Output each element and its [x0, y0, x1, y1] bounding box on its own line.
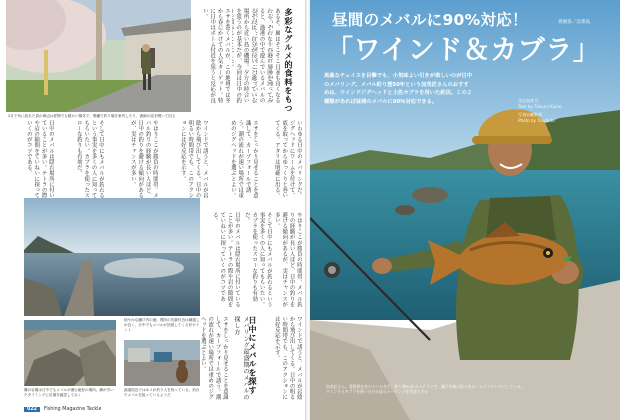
- section2-subheading: メバリング最盛期のメバルの探し方: [233, 316, 249, 401]
- body-column-7: ワインドで誘うと、メバルが岩陰から飛び出してくる。日中の明るい時間帯でも、このアクションには好反応を示す。: [179, 120, 208, 199]
- body-column-6: エサをしっかり見せることを意識して、カーブフォールで誘う。潮の流れが速い場所では重めのジグヘッドを選ぶとよい。: [229, 120, 258, 199]
- article-lead: 馬鹿なチェイスを目撃でも、小気味よい引きが楽しいのが日中のメバリング。メバル釣り歴50年という加茂匠さんのおすすめは、ワインドジグヘッドと土佐カブラを用いた釣法。この２種類があれば昼間のメバルに90％対応できる。: [324, 73, 473, 105]
- body-column-3: るそれは、自分が長いこと通っている場所から近い島の磯場。夕方の時合いを狙うのが基本だが、今回は日中の釣: [235, 8, 256, 104]
- credit-text-en: Text by Takumi Kamo: [518, 103, 562, 109]
- body-column-1: あるそ、風はそこそこ日並も良くなる: [274, 8, 280, 104]
- folio-page-number: 022: [24, 407, 40, 412]
- body-column-2: れる。それなりの港の周囲を回ってみると、漁港の中で遊んでいるメバルの: [258, 8, 272, 104]
- section-heading: 多彩なグルメ的食料をもつ: [284, 8, 294, 113]
- bottom-right-caption: 漁港周辺ではネコが釣り人を待っている。釣れたメバルを狙っているようだ: [124, 388, 200, 397]
- article-kicker: 昼間のメバルに90%対応！: [332, 11, 528, 29]
- right-page: [310, 0, 620, 420]
- article-credits: [518, 98, 608, 123]
- mid-photo-caption: 穏やかな瀬戸内の港。堤防の先端付近は潮通しが良く、日中でもメバルが回遊してくる好ポイント: [124, 318, 200, 332]
- section2-heading: 日中にメバルを探す: [248, 316, 258, 395]
- lower-column-c: 日中のメバルは隠れ場所に付いていることが多い。テトラの際や岩の隙間をていねいに探っていくのがコツである。: [211, 212, 240, 308]
- pier-photo: [24, 198, 200, 316]
- body-column-5: いわゆる日中のメバリングだ。ジグヘッドにワームを付けて、底を取ってからゆっくりと巻いてくる。アタリは明確に出る。: [273, 120, 302, 199]
- lower-column-e: エサをしっかり見せることを意識して、カーブフォールで誘う。潮の流れが速い場所では重めのジグヘッドを選ぶとよい。: [199, 316, 228, 400]
- credit-photo-label: 写真◎編集部: [518, 112, 543, 118]
- credit-photo-en: Photo by Tsuribito: [518, 117, 555, 123]
- body-column-8: やはりここが勝負の時間帯。メバル釣りの経験が長い人ほど、日中の釣りを避ける傾向があるが、実はチャンスが多い。: [129, 120, 158, 199]
- rocks-photo: [24, 320, 116, 386]
- body-column-10: 日中のメバルは隠れ場所に付いていることが多い。テトラの際や岩の隙間をていねいに探っていくのがコツである。: [25, 120, 54, 199]
- top-photo-caption: 2月下旬に訪れた春の海辺は昼間でも暖かい陽気で、鳴瀬で釣り場を案内したり、漁師の話を聞いて回る: [8, 114, 176, 118]
- bottom-left-caption: 磯の岩場は日中でもメバルが潜む絶好の場所。潮が引いたタイミングに足場を確認しておく: [24, 388, 114, 397]
- article-location: 愛媛県／忽那島: [558, 20, 591, 25]
- body-column-9: そして日中にもメバルが釣れるという事実を多くの人に知ってもらいたい。カブラを使ったスローな釣りも有効だ。: [75, 120, 104, 199]
- angler-photo-caption: 加茂匠さん。愛媛県在住のメバル名手。釣り歴50年のベテランで、瀬戸内海の島々をホームグラウンドにしている。ワインドとカブラを使い分ける昼のメバリングを得意とする: [326, 384, 525, 395]
- harbor-cat-photo: [124, 340, 200, 386]
- credit-text-label: 文◎加茂 匠: [518, 98, 540, 103]
- article-title: 「ワインド＆カブラ」: [326, 35, 601, 66]
- lower-column-a: やはりここが勝負の時間帯。メバル釣りの経験が長い人ほど、日中の釣りを避ける傾向があるが、実はチャンスが多い。: [274, 212, 302, 308]
- folio-magazine-name: Fishing Magazine Tackle: [44, 407, 102, 412]
- lower-column-b: そして日中にもメバルが釣れるという事実を多くの人に知ってもらいたい。カブラを使ったスローな釣りも有効だ。: [243, 212, 272, 308]
- village-photo: [6, 0, 191, 112]
- folio: [24, 407, 101, 412]
- lower-column-d: ワインドで誘うと、メバルが岩陰から飛び出してくる。日中の明るい時間帯でも、このアクションには好反応を示す。: [273, 316, 302, 400]
- left-page: [0, 0, 306, 420]
- body-column-4: エサを巻くメバルが、この地域では冬から春にかけての人気ターゲット。特に日中はボトム付近を狙うと反応が良い。: [201, 8, 230, 104]
